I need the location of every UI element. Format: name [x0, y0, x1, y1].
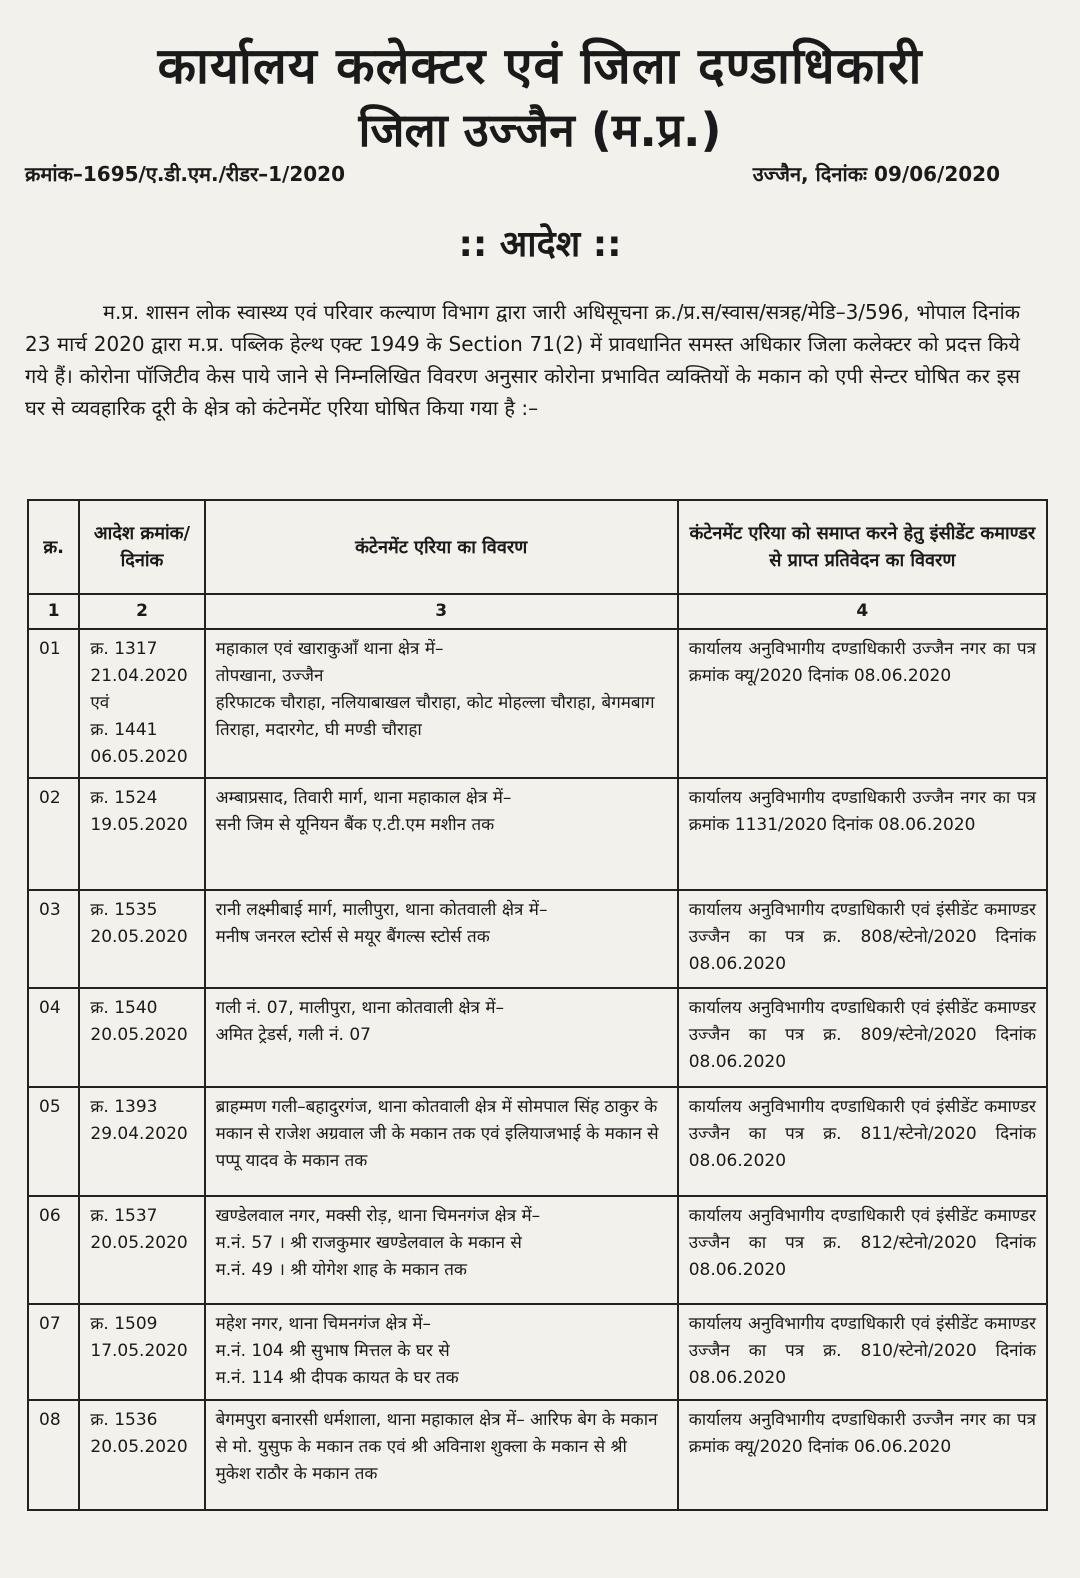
header-serial: क्र.	[28, 500, 79, 594]
row-order-ref	[79, 1400, 204, 1510]
order-ref-line: 29.04.2020	[90, 1124, 188, 1144]
order-ref-line: क्र. 1317	[90, 639, 158, 659]
row-serial: 01	[28, 629, 79, 778]
row-serial: 05	[28, 1087, 79, 1196]
column-number: 4	[678, 594, 1047, 629]
order-ref-line: क्र. 1540	[90, 998, 158, 1018]
place-date: उज्जैन, दिनांकः 09/06/2020	[752, 162, 1000, 186]
order-ref-line: क्र. 1535	[90, 900, 158, 920]
header-report: कंटेनमेंट एरिया को समाप्त करने हेतु इंसीडेंट कमाण्डर से प्राप्त प्रतिवेदन का विवरण	[678, 500, 1047, 594]
area-line: ब्राहम्मण गली–बहादुरगंज, थाना कोतवाली क्षेत्र में सोमपाल सिंह ठाकुर के मकान से राजेश अग्रवाल जी के मकान तक एवं इलियाजभाई के मकान से पप्पू यादव के मकान तक	[215, 1097, 659, 1171]
row-report: कार्यालय अनुविभागीय दण्डाधिकारी एवं इंसीडेंट कमाण्डर उज्जैन का पत्र क्र. 808/स्टेनो/2020 दिनांक 08.06.2020	[678, 890, 1047, 988]
intro-text: म.प्र. शासन लोक स्वास्थ्य एवं परिवार कल्याण विभाग द्वारा जारी अधिसूचना क्र./प्र.स/स्वास/सत्रह/मेडि–3/596, भोपाल दिनांक 23 मार्च 2020 द्वारा म.प्र. पब्लिक हेल्थ एक्ट 1949 के Section 71(2) में प्रावधानित समस्त अधिकार जिला कलेक्टर को प्रदत्त किये गये हैं। कोरोना पॉजिटीव केस पाये जाने से निम्नलिखित विवरण अनुसार कोरोना प्रभावित व्यक्तियों के मकान को एपी सेन्टर घोषित कर इस घर से व्यवहारिक दूरी के क्षेत्र को कंटेनमेंट एरिया घोषित किया गया है :–	[25, 300, 1020, 420]
row-area-description	[205, 1087, 678, 1196]
row-order-ref	[79, 1304, 204, 1400]
row-order-ref	[79, 1087, 204, 1196]
table-row	[28, 988, 1047, 1087]
order-ref-line: 21.04.2020	[90, 666, 188, 686]
order-ref-line: 20.05.2020	[90, 1233, 188, 1253]
row-serial: 06	[28, 1196, 79, 1304]
order-ref-line: क्र. 1537	[90, 1206, 158, 1226]
column-number: 2	[79, 594, 204, 629]
header-area: कंटेनमेंट एरिया का विवरण	[205, 500, 678, 594]
containment-table	[27, 499, 1048, 1511]
area-line: अमित ट्रेडर्स, गली नं. 07	[215, 1025, 371, 1045]
table-row	[28, 1196, 1047, 1304]
row-area-description	[205, 1400, 678, 1510]
row-report: कार्यालय अनुविभागीय दण्डाधिकारी एवं इंसीडेंट कमाण्डर उज्जैन का पत्र क्र. 810/स्टेनो/2020 दिनांक 08.06.2020	[678, 1304, 1047, 1400]
row-area-description	[205, 890, 678, 988]
office-title: कार्यालय कलेक्टर एवं जिला दण्डाधिकारी	[157, 37, 923, 95]
order-ref-line: 06.05.2020	[90, 747, 188, 767]
row-report: कार्यालय अनुविभागीय दण्डाधिकारी उज्जैन नगर का पत्र क्रमांक क्यू/2020 दिनांक 06.06.2020	[678, 1400, 1047, 1510]
row-serial: 02	[28, 778, 79, 890]
order-ref-line: एवं	[90, 693, 110, 713]
row-order-ref	[79, 988, 204, 1087]
order-ref-line: 20.05.2020	[90, 1025, 188, 1045]
table-row	[28, 778, 1047, 890]
reference-line	[25, 160, 1000, 187]
area-line: म.नं. 104 श्री सुभाष मित्तल के घर से	[215, 1341, 450, 1361]
district-title: जिला उज्जैन (म.प्र.)	[358, 103, 722, 157]
row-serial: 03	[28, 890, 79, 988]
order-ref-line: क्र. 1509	[90, 1314, 158, 1334]
row-report: कार्यालय अनुविभागीय दण्डाधिकारी एवं इंसीडेंट कमाण्डर उज्जैन का पत्र क्र. 809/स्टेनो/2020 दिनांक 08.06.2020	[678, 988, 1047, 1087]
row-report: कार्यालय अनुविभागीय दण्डाधिकारी एवं इंसीडेंट कमाण्डर उज्जैन का पत्र क्र. 812/स्टेनो/2020 दिनांक 08.06.2020	[678, 1196, 1047, 1304]
row-area-description	[205, 1196, 678, 1304]
row-order-ref	[79, 778, 204, 890]
row-area-description	[205, 629, 678, 778]
order-ref-line: 20.05.2020	[90, 1437, 188, 1457]
row-report: कार्यालय अनुविभागीय दण्डाधिकारी एवं इंसीडेंट कमाण्डर उज्जैन का पत्र क्र. 811/स्टेनो/2020 दिनांक 08.06.2020	[678, 1087, 1047, 1196]
area-line: हरिफाटक चौराहा, नलियाबाखल चौराहा, कोट मोहल्ला चौराहा, बेगमबाग तिराहा, मदारगेट, घी मण्डी चौराहा	[215, 693, 655, 740]
row-area-description	[205, 778, 678, 890]
order-ref-line: क्र. 1441	[90, 720, 158, 740]
order-ref-line: क्र. 1536	[90, 1410, 158, 1430]
intro-paragraph	[25, 296, 1020, 424]
row-order-ref	[79, 890, 204, 988]
row-serial: 07	[28, 1304, 79, 1400]
area-line: सनी जिम से यूनियन बैंक ए.टी.एम मशीन तक	[215, 815, 495, 835]
area-line: महेश नगर, थाना चिमनगंज क्षेत्र में–	[215, 1314, 432, 1334]
order-ref-line: 17.05.2020	[90, 1341, 188, 1361]
row-report: कार्यालय अनुविभागीय दण्डाधिकारी उज्जैन नगर का पत्र क्रमांक 1131/2020 दिनांक 08.06.2020	[678, 778, 1047, 890]
area-line: म.नं. 114 श्री दीपक कायत के घर तक	[215, 1368, 459, 1388]
order-ref-line: क्र. 1524	[90, 788, 158, 808]
area-line: मनीष जनरल स्टोर्स से मयूर बैंगल्स स्टोर्स तक	[215, 927, 490, 947]
order-heading: :: आदेश ::	[458, 224, 622, 265]
area-line: तोपखाना, उज्जैन	[215, 666, 324, 686]
area-line: महाकाल एवं खाराकुआँ थाना क्षेत्र में–	[215, 639, 444, 659]
reference-number: क्रमांक–1695/ए.डी.एम./रीडर–1/2020	[25, 162, 346, 186]
area-line: खण्डेलवाल नगर, मक्सी रोड़, थाना चिमनगंज क्षेत्र में–	[215, 1206, 541, 1226]
row-serial: 08	[28, 1400, 79, 1510]
area-line: म.नं. 57 । श्री राजकुमार खण्डेलवाल के मकान से	[215, 1233, 522, 1253]
row-order-ref	[79, 1196, 204, 1304]
order-ref-line: क्र. 1393	[90, 1097, 158, 1117]
area-line: रानी लक्ष्मीबाई मार्ग, मालीपुरा, थाना कोतवाली क्षेत्र में–	[215, 900, 548, 920]
row-order-ref	[79, 629, 204, 778]
area-line: अम्बाप्रसाद, तिवारी मार्ग, थाना महाकाल क्षेत्र में–	[215, 788, 512, 808]
order-ref-line: 19.05.2020	[90, 815, 188, 835]
column-number: 1	[28, 594, 79, 629]
table-row	[28, 1400, 1047, 1510]
table-row	[28, 1087, 1047, 1196]
row-area-description	[205, 1304, 678, 1400]
header-order: आदेश क्रमांक/ दिनांक	[79, 500, 204, 594]
table-row	[28, 890, 1047, 988]
row-serial: 04	[28, 988, 79, 1087]
order-ref-line: 20.05.2020	[90, 927, 188, 947]
row-area-description	[205, 988, 678, 1087]
table-header-row	[28, 500, 1047, 594]
area-line: बेगमपुरा बनारसी धर्मशाला, थाना महाकाल क्षेत्र में– आरिफ बेग के मकान से मो. युसुफ के मकान तक एवं श्री अविनाश शुक्ला के मकान से श्री मुकेश राठौर के मकान तक	[215, 1410, 658, 1484]
column-number-row	[28, 594, 1047, 629]
row-report: कार्यालय अनुविभागीय दण्डाधिकारी उज्जैन नगर का पत्र क्रमांक क्यू/2020 दिनांक 08.06.2020	[678, 629, 1047, 778]
area-line: गली नं. 07, मालीपुरा, थाना कोतवाली क्षेत्र में–	[215, 998, 504, 1018]
area-line: म.नं. 49 । श्री योगेश शाह के मकान तक	[215, 1260, 467, 1280]
table-row	[28, 1304, 1047, 1400]
column-number: 3	[205, 594, 678, 629]
table-row	[28, 629, 1047, 778]
